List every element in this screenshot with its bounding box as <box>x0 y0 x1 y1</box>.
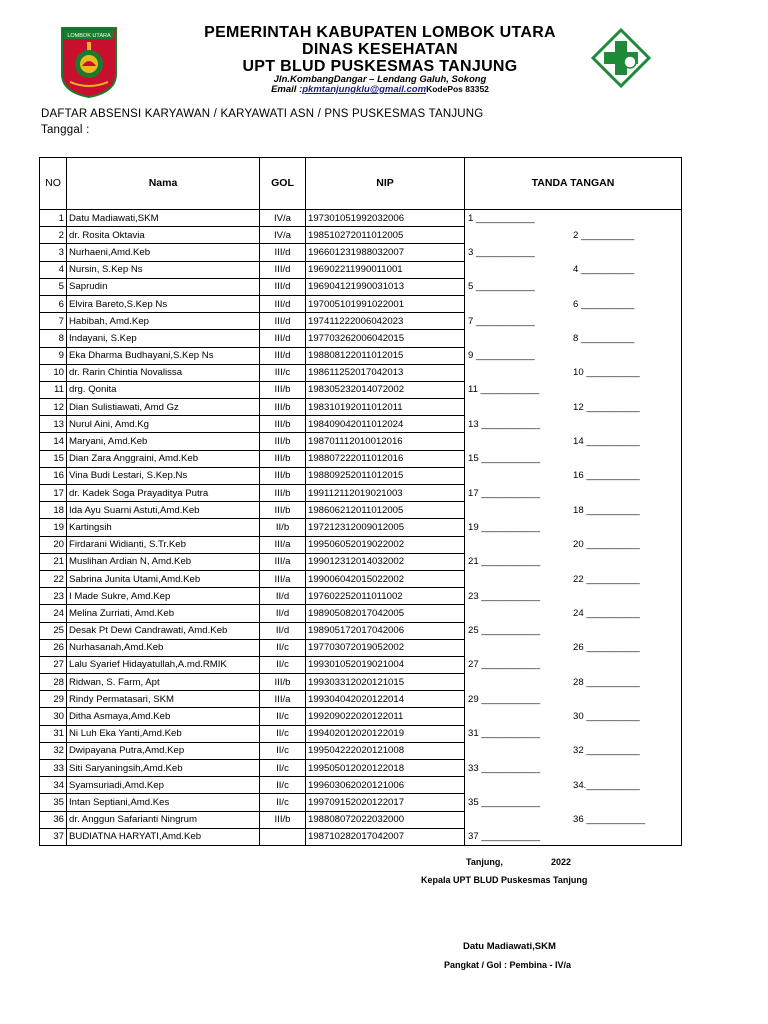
employee-name: Ditha Asmaya,Amd.Keb <box>67 708 260 725</box>
signature-line: 13 ___________ <box>468 418 541 430</box>
employee-name: Dian Zara Anggraini, Amd.Keb <box>67 450 260 467</box>
row-number: 24 <box>40 605 67 622</box>
signature-cell <box>465 399 682 416</box>
signature-line: 27 ___________ <box>468 659 541 671</box>
signature-line: 22 __________ <box>573 573 640 585</box>
row-number: 15 <box>40 450 67 467</box>
employee-nip: 198606212011012005 <box>306 502 465 519</box>
signature-cell <box>465 278 682 295</box>
table-row <box>40 502 682 519</box>
table-row <box>40 674 682 691</box>
employee-nip: 198611252017042013 <box>306 364 465 381</box>
table-row <box>40 416 682 433</box>
employee-grade: III/a <box>260 570 306 587</box>
signature-cell <box>465 416 682 433</box>
row-number: 25 <box>40 622 67 639</box>
signature-cell <box>465 708 682 725</box>
signature-cell <box>465 605 682 622</box>
employee-name: drg. Qonita <box>67 381 260 398</box>
employee-nip: 197602252011011002 <box>306 588 465 605</box>
signature-line: 26 __________ <box>573 642 640 654</box>
employee-nip: 197411222006042023 <box>306 313 465 330</box>
attendance-table <box>39 157 682 846</box>
row-number: 18 <box>40 502 67 519</box>
signature-cell <box>465 519 682 536</box>
row-number: 31 <box>40 725 67 742</box>
employee-nip: 197212312009012005 <box>306 519 465 536</box>
signature-line: 37 ___________ <box>468 831 541 843</box>
letterhead-contact <box>100 84 660 95</box>
email-link[interactable]: pkmtanjungklu@gmail.com <box>302 84 427 95</box>
employee-nip: 199209022020122011 <box>306 708 465 725</box>
employee-name: Maryani, Amd.Keb <box>67 433 260 450</box>
table-row <box>40 364 682 381</box>
signature-line: 3 ___________ <box>468 246 535 258</box>
employee-grade: III/a <box>260 553 306 570</box>
employee-grade: III/b <box>260 485 306 502</box>
row-number: 14 <box>40 433 67 450</box>
table-row <box>40 347 682 364</box>
employee-grade: III/b <box>260 433 306 450</box>
signature-cell <box>465 313 682 330</box>
employee-nip: 199006042015022002 <box>306 570 465 587</box>
letterhead-institution: UPT BLUD PUSKESMAS TANJUNG <box>242 58 518 75</box>
table-row <box>40 777 682 794</box>
signature-cell <box>465 485 682 502</box>
signature-line: 19 ___________ <box>468 521 541 533</box>
employee-name: Firdarani Widianti, S.Tr.Keb <box>67 536 260 553</box>
table-row <box>40 227 682 244</box>
signature-cell <box>465 450 682 467</box>
signature-line: 17 ___________ <box>468 487 541 499</box>
employee-nip: 197703262006042015 <box>306 330 465 347</box>
employee-name: Eka Dharma Budhayani,S.Kep Ns <box>67 347 260 364</box>
employee-nip: 199506052019022002 <box>306 536 465 553</box>
employee-name: BUDIATNA HARYATI,Amd.Keb <box>67 828 260 845</box>
row-number: 17 <box>40 485 67 502</box>
signature-cell <box>465 364 682 381</box>
document-title: DAFTAR ABSENSI KARYAWAN / KARYAWATI ASN / PNS PUSKESMAS TANJUNG <box>41 108 484 120</box>
date-label: Tanggal : <box>41 124 90 136</box>
table-row <box>40 519 682 536</box>
employee-nip: 198701112010012016 <box>306 433 465 450</box>
signature-cell <box>465 330 682 347</box>
employee-name: Ni Luh Eka Yanti,Amd.Keb <box>67 725 260 742</box>
employee-name: Nurhaeni,Amd.Keb <box>67 244 260 261</box>
signature-cell <box>465 227 682 244</box>
header-nip: NIP <box>306 158 465 210</box>
svg-text:LOMBOK UTARA: LOMBOK UTARA <box>67 33 111 39</box>
employee-grade: III/a <box>260 536 306 553</box>
signature-cell <box>465 295 682 312</box>
signature-cell <box>465 553 682 570</box>
employee-nip: 198310192011012011 <box>306 399 465 416</box>
employee-nip: 198905082017042005 <box>306 605 465 622</box>
table-row <box>40 691 682 708</box>
employee-grade: III/d <box>260 313 306 330</box>
signature-line: 7 ___________ <box>468 315 535 327</box>
table-row <box>40 622 682 639</box>
table-row <box>40 261 682 278</box>
table-row <box>40 553 682 570</box>
row-number: 1 <box>40 210 67 227</box>
employee-grade: III/b <box>260 399 306 416</box>
signature-cell <box>465 502 682 519</box>
table-row <box>40 399 682 416</box>
table-row <box>40 811 682 828</box>
signature-cell <box>465 261 682 278</box>
row-number: 11 <box>40 381 67 398</box>
employee-grade: II/c <box>260 742 306 759</box>
row-number: 8 <box>40 330 67 347</box>
header-gol: GOL <box>260 158 306 210</box>
employee-name: Lalu Syarief Hidayatullah,A.md.RMIK <box>67 656 260 673</box>
table-row <box>40 742 682 759</box>
employee-nip: 198808122011012015 <box>306 347 465 364</box>
table-row <box>40 295 682 312</box>
employee-grade: III/d <box>260 347 306 364</box>
signature-line: 31 ___________ <box>468 728 541 740</box>
employee-grade: II/c <box>260 656 306 673</box>
row-number: 19 <box>40 519 67 536</box>
table-row <box>40 760 682 777</box>
employee-grade: II/c <box>260 725 306 742</box>
signature-line: 34.__________ <box>573 779 640 791</box>
signature-cell <box>465 691 682 708</box>
employee-grade: III/b <box>260 811 306 828</box>
header-signature: TANDA TANGAN <box>465 158 682 210</box>
row-number: 4 <box>40 261 67 278</box>
signature-line: 24 __________ <box>573 607 640 619</box>
signature-line: 35 ___________ <box>468 796 541 808</box>
row-number: 5 <box>40 278 67 295</box>
employee-grade: II/d <box>260 622 306 639</box>
row-number: 32 <box>40 742 67 759</box>
row-number: 34 <box>40 777 67 794</box>
employee-name: Intan Septiani,Amd.Kes <box>67 794 260 811</box>
row-number: 26 <box>40 639 67 656</box>
row-number: 16 <box>40 467 67 484</box>
employee-grade: II/c <box>260 777 306 794</box>
signature-cell <box>465 742 682 759</box>
signatory-rank: Pangkat / Gol : Pembina - IV/a <box>444 960 572 970</box>
signing-place: Tanjung, <box>466 857 503 867</box>
employee-grade: III/d <box>260 244 306 261</box>
employee-name: I Made Sukre, Amd.Kep <box>67 588 260 605</box>
table-row <box>40 725 682 742</box>
employee-nip: 199504222020121008 <box>306 742 465 759</box>
signature-line: 16 __________ <box>573 470 640 482</box>
signature-cell <box>465 777 682 794</box>
signature-line: 23 ___________ <box>468 590 541 602</box>
employee-name: Indayani, S.Kep <box>67 330 260 347</box>
employee-grade <box>260 828 306 845</box>
signatory-position: Kepala UPT BLUD Puskesmas Tanjung <box>421 875 588 885</box>
employee-nip: 197301051992032006 <box>306 210 465 227</box>
employee-nip: 19830523201407​2002 <box>306 381 465 398</box>
signature-cell <box>465 467 682 484</box>
employee-grade: II/c <box>260 708 306 725</box>
table-header-row <box>40 158 682 210</box>
employee-name: Ida Ayu Suarni Astuti,Amd.Keb <box>67 502 260 519</box>
row-number: 35 <box>40 794 67 811</box>
signature-cell <box>465 210 682 227</box>
signature-line: 18 __________ <box>573 504 640 516</box>
signature-line: 4 __________ <box>573 264 635 276</box>
employee-grade: II/c <box>260 760 306 777</box>
row-number: 37 <box>40 828 67 845</box>
signature-cell <box>465 381 682 398</box>
row-number: 29 <box>40 691 67 708</box>
table-row <box>40 450 682 467</box>
employee-nip: 198808072022032000 <box>306 811 465 828</box>
employee-grade: II/d <box>260 605 306 622</box>
employee-nip: 199304042020122014 <box>306 691 465 708</box>
employee-nip: 199301052019021004 <box>306 656 465 673</box>
row-number: 13 <box>40 416 67 433</box>
employee-grade: III/b <box>260 381 306 398</box>
employee-name: Ridwan, S. Farm, Apt <box>67 674 260 691</box>
signature-line: 25 ___________ <box>468 625 541 637</box>
employee-nip: 198409042011012024 <box>306 416 465 433</box>
row-number: 28 <box>40 674 67 691</box>
table-row <box>40 381 682 398</box>
employee-name: Nurhasanah,Amd.Keb <box>67 639 260 656</box>
employee-grade: IV/a <box>260 227 306 244</box>
table-row <box>40 313 682 330</box>
signature-line: 14 __________ <box>573 436 640 448</box>
signature-line: 12 __________ <box>573 401 640 413</box>
employee-grade: II/c <box>260 794 306 811</box>
table-row <box>40 570 682 587</box>
employee-grade: IV/a <box>260 210 306 227</box>
employee-grade: III/d <box>260 261 306 278</box>
employee-nip: 199603062020121006 <box>306 777 465 794</box>
employee-grade: III/b <box>260 450 306 467</box>
employee-name: Dwipayana Putra,Amd.Kep <box>67 742 260 759</box>
employee-name: Habibah, Amd.Kep <box>67 313 260 330</box>
employee-grade: III/c <box>260 364 306 381</box>
employee-nip: 199709152020122017 <box>306 794 465 811</box>
row-number: 6 <box>40 295 67 312</box>
employee-name: Kartingsih <box>67 519 260 536</box>
row-number: 23 <box>40 588 67 605</box>
employee-nip: 198807222011012016 <box>306 450 465 467</box>
row-number: 20 <box>40 536 67 553</box>
employee-nip: 199012312014032002 <box>306 553 465 570</box>
row-number: 12 <box>40 399 67 416</box>
signature-cell <box>465 794 682 811</box>
signatory-name: Datu Madiawati,SKM <box>463 941 556 952</box>
employee-grade: III/d <box>260 330 306 347</box>
table-row <box>40 588 682 605</box>
table-row <box>40 244 682 261</box>
row-number: 3 <box>40 244 67 261</box>
employee-name: Sabrina Junita Utami,Amd.Keb <box>67 570 260 587</box>
table-row <box>40 433 682 450</box>
employee-nip: 198905172017042006 <box>306 622 465 639</box>
signature-line: 2 __________ <box>573 229 635 241</box>
header-name: Nama <box>67 158 260 210</box>
signature-cell <box>465 347 682 364</box>
table-row <box>40 330 682 347</box>
employee-name: dr. Kadek Soga Prayaditya Putra <box>67 485 260 502</box>
signature-cell <box>465 828 682 845</box>
employee-nip: 198809252011012015 <box>306 467 465 484</box>
health-cross-logo <box>590 27 652 89</box>
employee-name: Muslihan Ardian N, Amd.Keb <box>67 553 260 570</box>
employee-nip: 199402012020122019 <box>306 725 465 742</box>
signature-line: 1 ___________ <box>468 212 535 224</box>
signature-cell <box>465 433 682 450</box>
employee-name: dr. Anggun Safarianti Ningrum <box>67 811 260 828</box>
employee-grade: II/c <box>260 639 306 656</box>
signature-cell <box>465 639 682 656</box>
signature-line: 29 ___________ <box>468 693 541 705</box>
table-row <box>40 639 682 656</box>
signature-line: 21 ___________ <box>468 556 541 568</box>
letterhead-government: PEMERINTAH KABUPATEN LOMBOK UTARA <box>204 24 556 41</box>
employee-nip: 196904121990031013 <box>306 278 465 295</box>
row-number: 7 <box>40 313 67 330</box>
signature-line: 32 __________ <box>573 745 640 757</box>
signature-cell <box>465 622 682 639</box>
employee-nip: 197005101991022001 <box>306 295 465 312</box>
table-row <box>40 210 682 227</box>
signature-cell <box>465 811 682 828</box>
employee-name: Syamsuriadi,Amd.Kep <box>67 777 260 794</box>
employee-name: dr. Rarin Chintia Novalissa <box>67 364 260 381</box>
employee-name: Desak Pt Dewi Candrawati, Amd.Keb <box>67 622 260 639</box>
employee-name: Elvira Bareto,S.Kep Ns <box>67 295 260 312</box>
row-number: 36 <box>40 811 67 828</box>
signing-year: 2022 <box>551 857 572 867</box>
employee-grade: III/d <box>260 278 306 295</box>
signature-cell <box>465 656 682 673</box>
table-row <box>40 485 682 502</box>
signature-line: 33 ___________ <box>468 762 541 774</box>
employee-grade: II/d <box>260 588 306 605</box>
employee-grade: III/a <box>260 691 306 708</box>
employee-name: Melina Zurriati, Amd.Keb <box>67 605 260 622</box>
signature-cell <box>465 536 682 553</box>
row-number: 9 <box>40 347 67 364</box>
row-number: 27 <box>40 656 67 673</box>
table-row <box>40 278 682 295</box>
employee-nip: 196902211990011001 <box>306 261 465 278</box>
employee-nip: 198710282017042007 <box>306 828 465 845</box>
signature-line: 9 ___________ <box>468 350 535 362</box>
employee-name: Vina Budi Lestari, S.Kep.Ns <box>67 467 260 484</box>
employee-nip: 199505012020122018 <box>306 760 465 777</box>
signature-cell <box>465 244 682 261</box>
employee-name: Nurul Aini, Amd.Kg <box>67 416 260 433</box>
table-row <box>40 828 682 845</box>
employee-grade: III/b <box>260 467 306 484</box>
signature-line: 28 __________ <box>573 676 640 688</box>
employee-grade: II/b <box>260 519 306 536</box>
letterhead-address: Jln.KombangDangar – Lendang Galuh, Sokong <box>273 74 487 85</box>
row-number: 33 <box>40 760 67 777</box>
employee-nip: 199303312020121015 <box>306 674 465 691</box>
employee-grade: III/d <box>260 295 306 312</box>
signature-line: 6 __________ <box>573 298 635 310</box>
row-number: 10 <box>40 364 67 381</box>
employee-name: Nursin, S.Kep Ns <box>67 261 260 278</box>
letterhead-department: DINAS KESEHATAN <box>302 41 458 58</box>
signature-line: 5 ___________ <box>468 281 535 293</box>
header-no: NO <box>40 158 67 210</box>
table-row <box>40 656 682 673</box>
signature-cell <box>465 674 682 691</box>
table-row <box>40 794 682 811</box>
signature-cell <box>465 570 682 587</box>
employee-name: dr. Rosita Oktavia <box>67 227 260 244</box>
employee-nip: 199112112019021003 <box>306 485 465 502</box>
table-row <box>40 467 682 484</box>
signature-cell <box>465 725 682 742</box>
employee-name: Rindy Permatasari, SKM <box>67 691 260 708</box>
employee-grade: III/b <box>260 416 306 433</box>
table-row <box>40 536 682 553</box>
employee-name: Saprudin <box>67 278 260 295</box>
signature-line: 30 __________ <box>573 711 640 723</box>
employee-nip: 198510272011012005 <box>306 227 465 244</box>
row-number: 22 <box>40 570 67 587</box>
row-number: 21 <box>40 553 67 570</box>
table-row <box>40 605 682 622</box>
employee-name: Dian Sulistiawati, Amd Gz <box>67 399 260 416</box>
signature-line: 36 ___________ <box>573 814 646 826</box>
signature-line: 20 __________ <box>573 539 640 551</box>
signature-cell <box>465 588 682 605</box>
signature-line: 10 __________ <box>573 367 640 379</box>
row-number: 2 <box>40 227 67 244</box>
employee-grade: III/b <box>260 674 306 691</box>
signature-line: 11 ___________ <box>468 384 540 396</box>
employee-nip: 196601231988032007 <box>306 244 465 261</box>
employee-grade: III/b <box>260 502 306 519</box>
postal-code: KodePos 83352 <box>426 84 489 94</box>
table-row <box>40 708 682 725</box>
signature-line: 8 __________ <box>573 332 635 344</box>
signature-line: 15 ___________ <box>468 453 541 465</box>
email-label: Email : <box>271 84 303 95</box>
employee-name: Datu Madiawati,SKM <box>67 210 260 227</box>
employee-name: Siti Saryaningsih,Amd.Keb <box>67 760 260 777</box>
row-number: 30 <box>40 708 67 725</box>
employee-nip: 197703072019052002 <box>306 639 465 656</box>
signature-cell <box>465 760 682 777</box>
